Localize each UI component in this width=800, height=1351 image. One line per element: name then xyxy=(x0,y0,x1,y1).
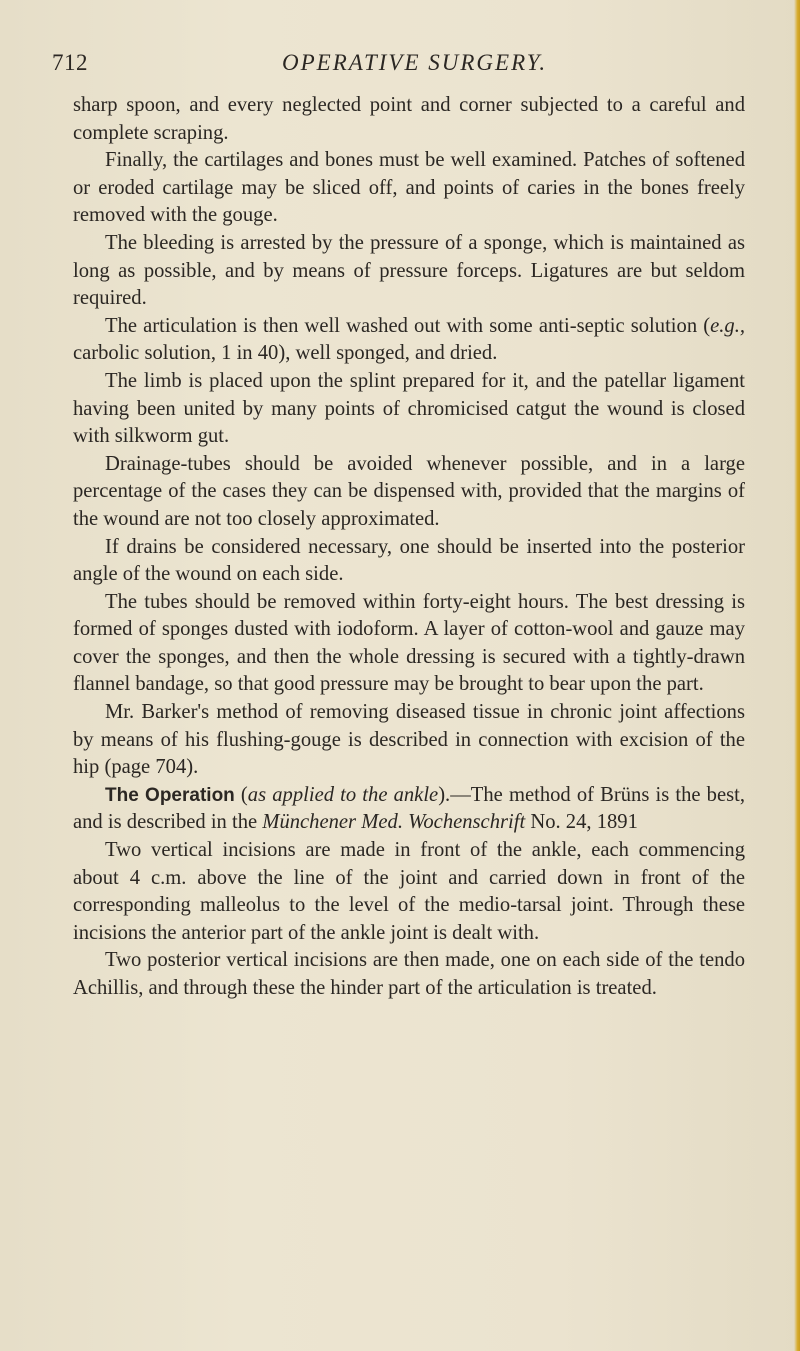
paragraph: sharp spoon, and every neglected point and corner subjected to a careful and complete scraping. xyxy=(73,94,745,144)
italic-abbreviation: e.g., xyxy=(710,314,745,337)
paragraph-text: ( xyxy=(234,783,248,806)
page-number: 712 xyxy=(52,50,88,75)
paragraph: Mr. Barker's method of removing diseased tissue in chronic joint affections by means of his flushing-gouge is described in connection with excision of the hip (page 704). xyxy=(73,701,745,779)
section-paragraph xyxy=(73,782,745,837)
paragraph-text: ).—The method of Brüns is the best, and is described in the xyxy=(73,783,745,834)
paragraph: Two vertical incisions are made in front of the ankle, each commencing about 4 c.m. above the line of the joint and carried down in front of the corresponding malleolus to the level of the medio-tarsal joint. Through these incisions the anterior part of the ankle joint is dealt with. xyxy=(73,839,745,944)
paragraph: Finally, the cartilages and bones must be well examined. Patches of softened or eroded cartilage may be sliced off, and points of caries in the bones freely removed with the gouge. xyxy=(73,149,745,227)
journal-title: Münchener Med. Wochenschrift xyxy=(262,811,526,834)
running-title: OPERATIVE SURGERY. xyxy=(282,50,548,75)
paragraph-text: The articulation is then well washed out with some anti-septic solution ( xyxy=(105,314,711,337)
paragraph-text: carbolic solution, 1 in 40), well sponged, and dried. xyxy=(73,342,498,365)
italic-subtitle: as applied to the ankle xyxy=(247,783,439,806)
page-edge xyxy=(794,0,800,1351)
paragraph: Drainage-tubes should be avoided whenever possible, and in a large percentage of the cases they can be dispensed with, provided that the margins of the wound are not too closely approximated. xyxy=(73,452,745,530)
paragraph xyxy=(73,313,745,368)
paragraph: If drains be considered necessary, one should be inserted into the posterior angle of the wound on each side. xyxy=(73,535,745,586)
paragraph: Two posterior vertical incisions are then made, one on each side of the tendo Achillis, and through these the hinder part of the articulation is treated. xyxy=(73,949,745,999)
paragraph: The limb is placed upon the splint prepared for it, and the patellar ligament having been united by many points of chromicised catgut the wound is closed with silkworm gut. xyxy=(73,369,745,448)
paragraph: The tubes should be removed within forty-eight hours. The best dressing is formed of sponges dusted with iodoform. A layer of cotton-wool and gauze may cover the sponges, and then the whole dressing is secured with a tightly-drawn flannel bandage, so that good pressure may be brought to bear upon the part. xyxy=(73,590,745,696)
body-text xyxy=(73,92,745,1003)
page-header xyxy=(52,48,752,88)
section-heading: The Operation xyxy=(105,784,235,806)
paragraph: The bleeding is arrested by the pressure of a sponge, which is maintained as long as possible, and by means of pressure forceps. Ligatures are but seldom required. xyxy=(73,231,745,310)
paragraph-text: No. 24, 1891 xyxy=(525,811,638,834)
